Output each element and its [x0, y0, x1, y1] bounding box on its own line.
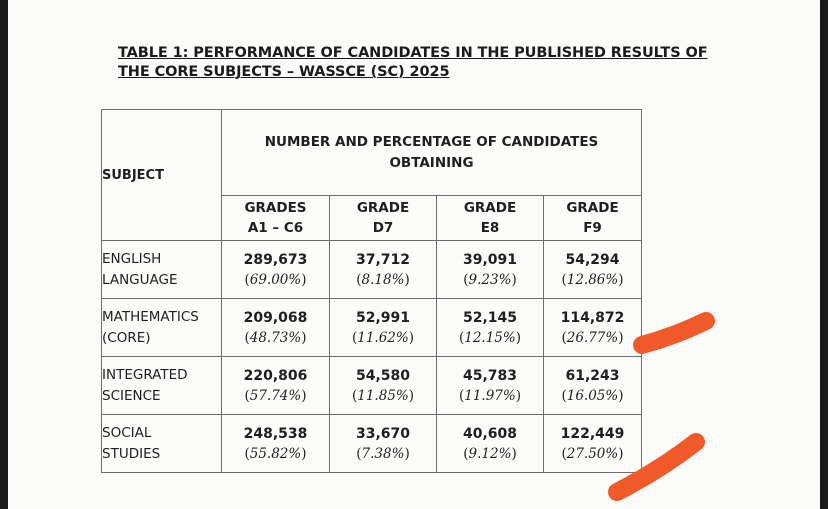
candidate-percentage: (11.97%) — [458, 387, 522, 404]
candidate-percentage: (69.00%) — [244, 271, 307, 288]
grade-header-line2: E8 — [480, 220, 500, 236]
value-cell — [544, 415, 642, 473]
candidate-count: 52,991 — [355, 309, 411, 326]
candidate-percentage: (8.18%) — [356, 271, 410, 288]
table-row — [102, 415, 642, 473]
subject-line2: LANGUAGE — [102, 271, 178, 288]
candidate-count: 54,294 — [565, 251, 620, 268]
grade-header-line2: F9 — [583, 220, 602, 236]
value-cell — [544, 357, 642, 415]
results-table — [101, 109, 642, 473]
candidate-count: 114,872 — [560, 309, 625, 326]
candidate-count: 33,670 — [355, 425, 411, 442]
table-row — [102, 241, 642, 299]
value-cell — [544, 299, 642, 357]
title-line-1: TABLE 1: PERFORMANCE OF CANDIDATES IN THE PUBLISHED RESULTS OF — [118, 45, 708, 61]
value-cell — [222, 415, 330, 473]
value-cell — [437, 357, 544, 415]
subject-cell — [102, 357, 222, 415]
candidate-percentage: (48.73%) — [244, 329, 307, 346]
candidate-percentage: (12.15%) — [458, 329, 522, 346]
candidate-count: 289,673 — [243, 251, 308, 268]
grade-header-f9 — [544, 196, 642, 241]
value-cell — [330, 241, 437, 299]
grade-header-line1: GRADE — [356, 200, 410, 216]
subject-line1: ENGLISH — [102, 250, 162, 267]
subject-cell — [102, 415, 222, 473]
subject-line1: INTEGRATED — [102, 366, 188, 383]
candidate-count: 54,580 — [355, 367, 411, 384]
value-cell — [330, 299, 437, 357]
value-cell — [437, 241, 544, 299]
grade-header-line1: GRADES — [244, 200, 307, 216]
subject-line2: (CORE) — [102, 329, 151, 346]
candidate-count: 45,783 — [462, 367, 518, 384]
candidate-percentage: (9.23%) — [463, 271, 517, 288]
candidate-percentage: (55.82%) — [244, 445, 307, 462]
candidate-count: 220,806 — [243, 367, 308, 384]
table-title — [118, 44, 738, 82]
candidate-count: 39,091 — [462, 251, 518, 268]
subject-line1: MATHEMATICS — [102, 308, 199, 325]
value-cell — [222, 299, 330, 357]
candidate-percentage: (9.12%) — [463, 445, 517, 462]
subject-header: SUBJECT — [102, 110, 222, 241]
value-cell — [437, 299, 544, 357]
candidate-count: 37,712 — [355, 251, 411, 268]
value-cell — [222, 241, 330, 299]
subject-line2: STUDIES — [102, 445, 161, 462]
value-cell — [330, 415, 437, 473]
grade-header-line2: A1 – C6 — [247, 220, 304, 236]
subject-cell — [102, 241, 222, 299]
title-line-2: THE CORE SUBJECTS – WASSCE (SC) 2025 — [118, 64, 450, 80]
grade-header-line1: GRADE — [566, 200, 619, 216]
value-cell — [437, 415, 544, 473]
candidate-percentage: (57.74%) — [244, 387, 307, 404]
candidate-count: 61,243 — [565, 367, 620, 384]
subject-line2: SCIENCE — [102, 387, 161, 404]
group-header: NUMBER AND PERCENTAGE OF CANDIDATES OBTAINING — [222, 110, 642, 196]
candidate-percentage: (7.38%) — [356, 445, 410, 462]
table-header-row — [102, 110, 642, 196]
candidate-percentage: (11.62%) — [351, 329, 415, 346]
candidate-count: 40,608 — [462, 425, 518, 442]
candidate-count: 248,538 — [243, 425, 308, 442]
value-cell — [544, 241, 642, 299]
grade-header-a1-c6 — [222, 196, 330, 241]
candidate-count: 209,068 — [243, 309, 308, 326]
candidate-percentage: (27.50%) — [561, 445, 624, 462]
table-body — [102, 241, 642, 473]
grade-header-d7 — [330, 196, 437, 241]
candidate-count: 52,145 — [462, 309, 518, 326]
candidate-percentage: (16.05%) — [561, 387, 624, 404]
grade-header-e8 — [437, 196, 544, 241]
grade-header-line1: GRADE — [463, 200, 517, 216]
candidate-percentage: (26.77%) — [561, 329, 624, 346]
candidate-percentage: (12.86%) — [561, 271, 624, 288]
grade-header-line2: D7 — [372, 220, 394, 236]
value-cell — [222, 357, 330, 415]
value-cell — [330, 357, 437, 415]
table-row — [102, 299, 642, 357]
subject-cell — [102, 299, 222, 357]
candidate-count: 122,449 — [560, 425, 625, 442]
table-row — [102, 357, 642, 415]
candidate-percentage: (11.85%) — [351, 387, 415, 404]
subject-line1: SOCIAL — [102, 424, 152, 441]
